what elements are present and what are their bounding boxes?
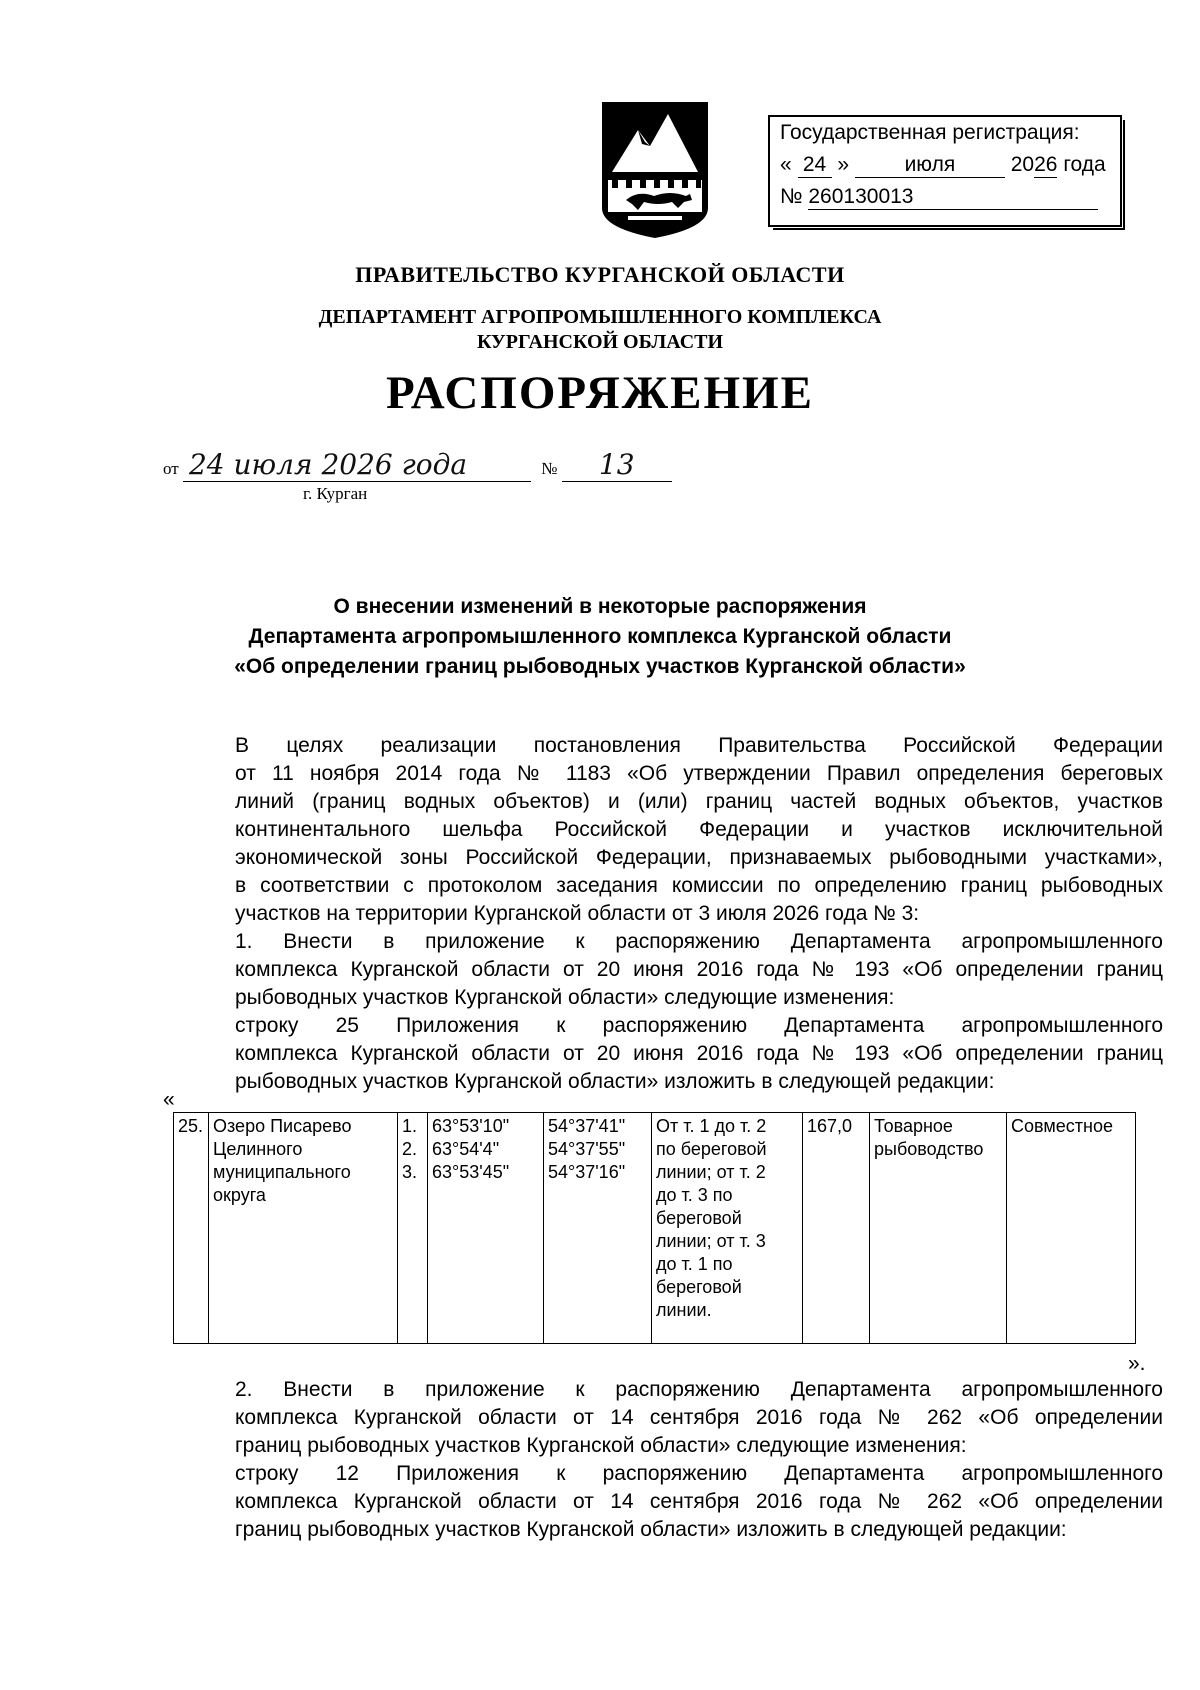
government-title: ПРАВИТЕЛЬСТВО КУРГАНСКОЙ ОБЛАСТИ (355, 262, 845, 287)
paragraph-item-2-row: строку 12 Приложения к распоряжению Департамента агропромышленного комплекса Курганской области от 14 сентября 2016 года № 262 «Об определении границ рыбоводных участков Курганской области» изложить в следующей редакции: (235, 1462, 1163, 1541)
table-row (174, 1113, 1136, 1344)
handwritten-date: 24 июля 2026 года (183, 448, 531, 482)
document-type-title: РАСПОРЯЖЕНИЕ (386, 367, 814, 419)
cell-longitudes: 54°37'41" 54°37'55" 54°37'16" (544, 1113, 652, 1344)
paragraph-item-1: 1. Внести в приложение к распоряжению Департамента агропромышленного комплекса Курганской области от 20 июня 2016 года № 193 «Об определении границ рыбоводных участков Курганской области» следующие изменения: (235, 930, 1163, 1009)
paragraph-item-2: 2. Внести в приложение к распоряжению Департамента агропромышленного комплекса Курганской области от 14 сентября 2016 года № 262 «Об определении границ рыбоводных участков Курганской области» следующие изменения: (235, 1378, 1163, 1457)
registration-number: № 260130013 (780, 185, 1098, 210)
cell-boundary-description: От т. 1 до т. 2 по береговой линии; от т. 2 до т. 3 по береговой линии; от т. 3 до т. 1 по береговой линии. (652, 1113, 803, 1344)
cell-plot-name: Озеро Писарево Целинного муниципального округа (209, 1113, 398, 1344)
coat-of-arms-emblem (598, 100, 712, 240)
cell-purpose: Товарное рыбоводство (870, 1113, 1007, 1344)
date-number-line: от 24 июля 2026 года № 13 (163, 448, 672, 482)
registration-year: 26 (1034, 153, 1058, 176)
quote-open-mark: « (163, 1088, 175, 1111)
registration-date: « 24 » июля 2026 года (780, 153, 1106, 176)
cell-use-type: Совместное (1007, 1113, 1136, 1344)
cell-area: 167,0 (803, 1113, 870, 1344)
cell-point-numbers: 1. 2. 3. (398, 1113, 428, 1344)
registration-box (768, 115, 1122, 227)
fish-farming-plot-table (173, 1112, 1136, 1344)
document-subject: О внесении изменений в некоторые распоряжения Департамента агропромышленного комплекса Курганской области «Об определении границ рыбоводных участков Курганской области» (234, 595, 966, 678)
paragraph-item-1-row: строку 25 Приложения к распоряжению Департамента агропромышленного комплекса Курганской области от 20 июня 2016 года № 193 «Об определении границ рыбоводных участков Курганской области» изложить в следующей редакции: (235, 1014, 1163, 1093)
city-label: г. Курган (303, 484, 368, 503)
registration-month: июля (855, 153, 1005, 178)
registration-day: 24 (798, 153, 832, 178)
paragraph-preamble: В целях реализации постановления Правительства Российской Федерации от 11 ноября 2014 года № 1183 «Об утверждении Правил определения береговых линий (границ водных объектов) и (или) границ частей водных объектов, участков континентального шельфа Российской Федерации и участков исключительной экономической зоны Российской Федерации, признаваемых рыбоводными участками», в соответствии с протоколом заседания комиссии по определению границ рыбоводных участков на территории Курганской области от 3 июля 2026 года № 3: (235, 734, 1163, 925)
cell-latitudes: 63°53'10" 63°54'4" 63°53'45" (428, 1113, 544, 1344)
cell-row-number: 25. (174, 1113, 209, 1344)
department-title: ДЕПАРТАМЕНТ АГРОПРОМЫШЛЕННОГО КОМПЛЕКСА КУРГАНСКОЙ ОБЛАСТИ (318, 306, 882, 353)
quote-close-mark: ». (1128, 1352, 1146, 1375)
registration-label: Государственная регистрация: (780, 121, 1080, 144)
handwritten-number: 13 (562, 448, 672, 482)
